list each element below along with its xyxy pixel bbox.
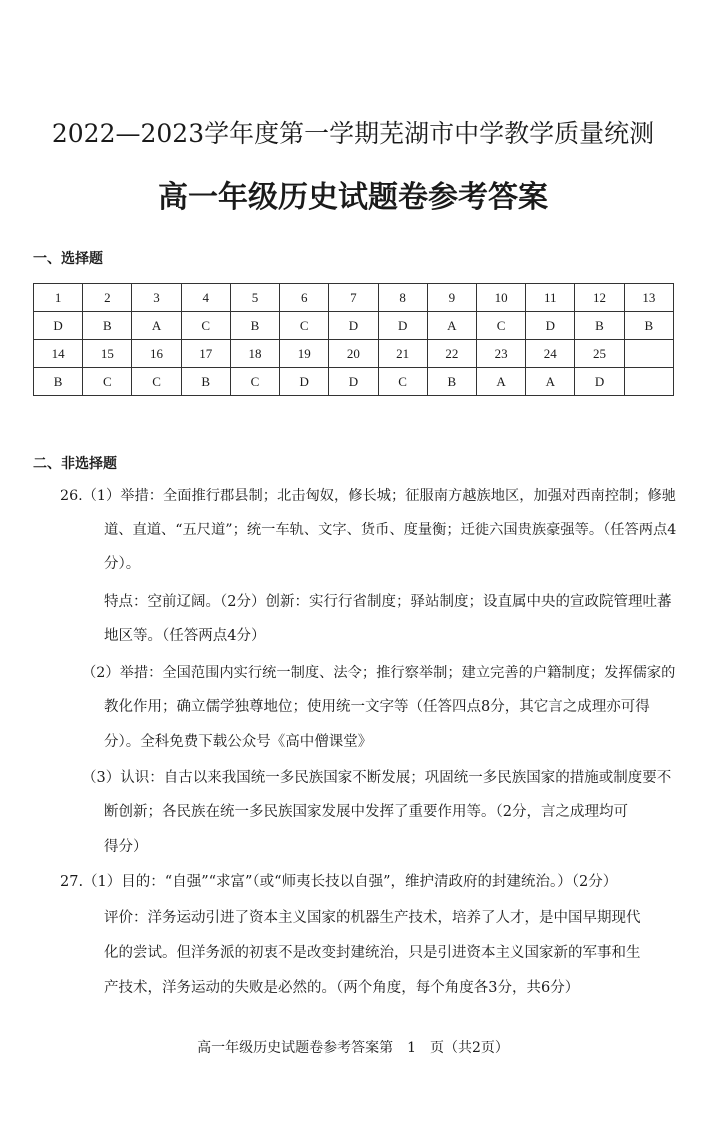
answer-cell bbox=[624, 368, 673, 396]
answer-line: 分）。全科免费下载公众号《高中僧课堂》 bbox=[104, 734, 373, 750]
question-number-cell: 9 bbox=[427, 284, 476, 312]
answer-cell: D bbox=[526, 312, 575, 340]
answer-line: 地区等。（任答两点4分） bbox=[104, 628, 266, 644]
question-number-cell: 5 bbox=[230, 284, 279, 312]
question-number-row bbox=[34, 340, 674, 368]
answer-cell: C bbox=[378, 368, 427, 396]
answer-cell: A bbox=[427, 312, 476, 340]
answer-row bbox=[34, 312, 674, 340]
question-number-cell: 17 bbox=[181, 340, 230, 368]
answer-cell: A bbox=[476, 368, 525, 396]
answer-line: （3）认识：自古以来我国统一多民族国家不断发展；巩固统一多民族国家的措施或制度要不 bbox=[82, 770, 672, 786]
answer-cell: C bbox=[230, 368, 279, 396]
question-number-cell: 6 bbox=[280, 284, 329, 312]
answer-line: 断创新；各民族在统一多民族国家发展中发挥了重要作用等。（2分，言之成理均可 bbox=[104, 804, 628, 820]
question-number-cell: 14 bbox=[34, 340, 83, 368]
question-number-cell: 24 bbox=[526, 340, 575, 368]
question-number-cell: 19 bbox=[280, 340, 329, 368]
answer-cell: B bbox=[83, 312, 132, 340]
answer-line: 教化作用；确立儒学独尊地位；使用统一文字等（任答四点8分，其它言之成理亦可得 bbox=[104, 699, 650, 715]
exam-title: 2022—2023学年度第一学期芜湖市中学教学质量统测 bbox=[51, 119, 655, 148]
question-number-cell: 4 bbox=[181, 284, 230, 312]
question-number-cell: 12 bbox=[575, 284, 624, 312]
answer-line: 特点：空前辽阔。（2分）创新：实行行省制度；驿站制度；设直属中央的宣政院管理吐蕃 bbox=[104, 594, 672, 610]
question-number-cell: 7 bbox=[329, 284, 378, 312]
question-number-cell: 22 bbox=[427, 340, 476, 368]
answer-table bbox=[33, 283, 674, 396]
question-number-cell: 11 bbox=[526, 284, 575, 312]
question-number-cell: 15 bbox=[83, 340, 132, 368]
answer-line: 27.（1）目的：“自强”“求富”（或“师夷长技以自强”，维护清政府的封建统治。）（2分） bbox=[60, 874, 618, 890]
answer-cell: C bbox=[132, 368, 181, 396]
answer-cell: C bbox=[280, 312, 329, 340]
answer-row bbox=[34, 368, 674, 396]
answer-line: （2）举措：全国范围内实行统一制度、法令；推行察举制；建立完善的户籍制度；发挥儒家的 bbox=[82, 665, 676, 681]
question-number-row bbox=[34, 284, 674, 312]
section-heading-multiple-choice: 一、选择题 bbox=[33, 251, 103, 267]
answer-cell: B bbox=[624, 312, 673, 340]
question-number-cell: 21 bbox=[378, 340, 427, 368]
answer-line: 道、直道、“五尺道”；统一车轨、文字、货币、度量衡；迁徙六国贵族豪强等。（任答两点4 bbox=[104, 522, 677, 538]
question-number-cell: 20 bbox=[329, 340, 378, 368]
question-number-cell bbox=[624, 340, 673, 368]
question-number-cell: 8 bbox=[378, 284, 427, 312]
answer-cell: D bbox=[329, 312, 378, 340]
answer-line: 产技术，洋务运动的失败是必然的。（两个角度，每个角度各3分，共6分） bbox=[104, 980, 580, 996]
answer-cell: B bbox=[230, 312, 279, 340]
question-number-cell: 1 bbox=[34, 284, 83, 312]
answer-line: 得分） bbox=[104, 839, 148, 855]
question-number-cell: 23 bbox=[476, 340, 525, 368]
question-number-cell: 3 bbox=[132, 284, 181, 312]
question-number-cell: 18 bbox=[230, 340, 279, 368]
section-heading-non-choice: 二、非选择题 bbox=[33, 456, 117, 472]
answer-cell: D bbox=[34, 312, 83, 340]
answer-line: 26.（1）举措：全面推行郡县制；北击匈奴，修长城；征服南方越族地区，加强对西南控制；修驰 bbox=[60, 488, 676, 504]
answer-cell: B bbox=[181, 368, 230, 396]
answer-cell: B bbox=[427, 368, 476, 396]
answer-cell: C bbox=[83, 368, 132, 396]
answer-cell: B bbox=[575, 312, 624, 340]
answer-line: 评价：洋务运动引进了资本主义国家的机器生产技术，培养了人才，是中国早期现代 bbox=[104, 910, 641, 926]
answer-cell: A bbox=[526, 368, 575, 396]
answer-cell: C bbox=[476, 312, 525, 340]
answer-cell: D bbox=[378, 312, 427, 340]
page-footer: 高一年级历史试题卷参考答案第 1 页（共2页） bbox=[197, 1040, 509, 1056]
answer-key-title: 高一年级历史试题卷参考答案 bbox=[158, 180, 548, 215]
question-number-cell: 10 bbox=[476, 284, 525, 312]
answer-cell: D bbox=[329, 368, 378, 396]
answer-cell: D bbox=[280, 368, 329, 396]
answer-line: 化的尝试。但洋务派的初衷不是改变封建统治，只是引进资本主义国家新的军事和生 bbox=[104, 945, 641, 961]
answer-cell: C bbox=[181, 312, 230, 340]
answer-cell: A bbox=[132, 312, 181, 340]
answer-line: 分）。 bbox=[104, 556, 141, 572]
answer-cell: D bbox=[575, 368, 624, 396]
question-number-cell: 16 bbox=[132, 340, 181, 368]
answer-cell: B bbox=[34, 368, 83, 396]
question-number-cell: 13 bbox=[624, 284, 673, 312]
question-number-cell: 25 bbox=[575, 340, 624, 368]
question-number-cell: 2 bbox=[83, 284, 132, 312]
